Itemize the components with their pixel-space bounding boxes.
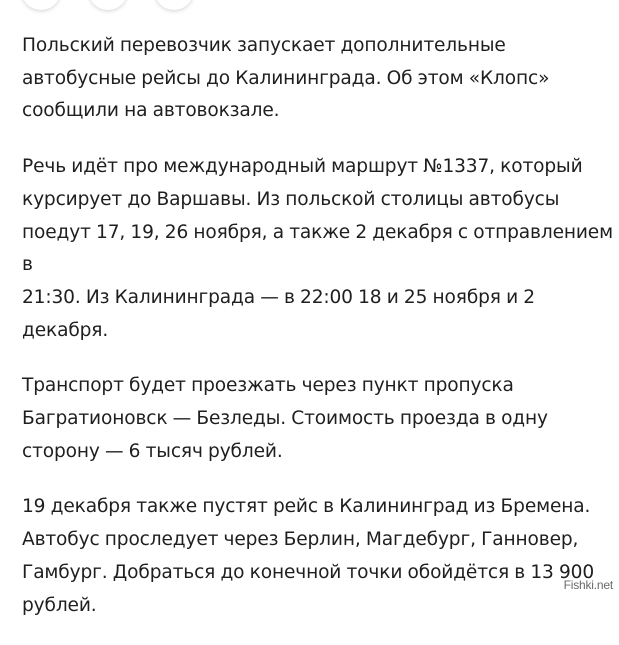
share-button-1[interactable] — [22, 0, 60, 10]
article-paragraph: 19 декабря также пустят рейс в Калининград из Бремена. Автобус проследует через Берлин, Магдебург, Ганновер, Гамбург. Добраться до конечной точки обойдётся в 13 900 рублей. — [22, 496, 595, 616]
article-body — [22, 30, 619, 645]
article-paragraph: Речь идёт про международный маршрут №1337, который курсирует до Варшавы. Из польской столицы автобусы поедут 17, 19, 26 ноября, а также 2 декабря с отправлением в 21:30. Из Калининграда — в 22:00 18 и 25 ноября и 2 декабря. — [22, 156, 613, 341]
share-button-2[interactable] — [89, 0, 127, 10]
article-paragraph: Транспорт будет проезжать через пункт пропуска Багратионовск — Безледы. Стоимость проезда в одну сторону — 6 тысяч рублей. — [22, 375, 548, 462]
article-paragraph: Польский перевозчик запускает дополнительные автобусные рейсы до Калининграда. Об этом «Клопс» сообщили на автовокзале. — [22, 35, 550, 122]
watermark: Fishki.net — [563, 578, 613, 592]
share-button-3[interactable] — [155, 0, 193, 10]
